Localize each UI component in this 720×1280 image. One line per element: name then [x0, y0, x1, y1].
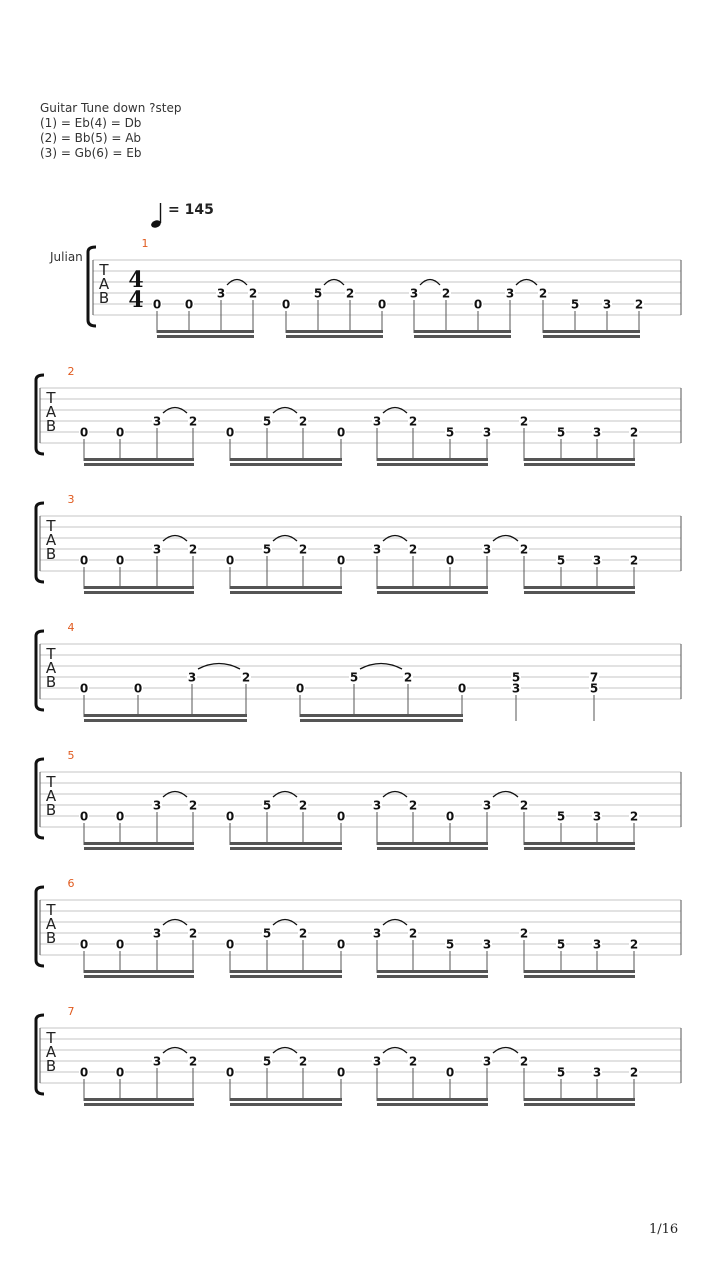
beam	[230, 1098, 342, 1101]
fret-number: 0	[336, 425, 346, 440]
beam	[84, 842, 194, 845]
tab-letter: A	[45, 787, 57, 805]
beam	[377, 463, 488, 466]
tab-letter: T	[46, 1029, 56, 1047]
beam	[230, 970, 342, 973]
fret-number: 0	[79, 809, 89, 824]
measure-number: 2	[67, 365, 75, 378]
beam	[524, 463, 635, 466]
fret-number: 0	[115, 809, 125, 824]
fret-number: 0	[445, 809, 455, 824]
fret-number: 0	[115, 553, 125, 568]
fret-number: 5	[570, 297, 580, 312]
tuning-title: Guitar Tune down ?step	[40, 101, 182, 115]
fret-number: 3	[409, 286, 419, 301]
fret-number: 2	[345, 286, 355, 301]
beam	[543, 330, 640, 333]
fret-number: 3	[592, 809, 602, 824]
tab-letter: B	[45, 673, 57, 691]
fret-number: 2	[188, 926, 198, 941]
beam	[524, 1098, 635, 1101]
fret-number: 3	[216, 286, 226, 301]
beam	[230, 463, 342, 466]
fret-number: 0	[115, 1065, 125, 1080]
fret-number: 3	[152, 414, 162, 429]
measure-number: 5	[67, 749, 75, 762]
fret-number: 0	[79, 681, 89, 696]
fret-number: 2	[519, 798, 529, 813]
fret-number: 0	[115, 937, 125, 952]
beam	[84, 714, 247, 717]
fret-number: 5	[556, 553, 566, 568]
beam	[300, 719, 463, 722]
fret-number: 0	[336, 809, 346, 824]
beam	[84, 1103, 194, 1106]
beam	[524, 458, 635, 461]
beam	[524, 591, 635, 594]
fret-number: 3	[592, 553, 602, 568]
fret-number: 5	[262, 542, 272, 557]
beam	[84, 458, 194, 461]
fret-number: 2	[298, 414, 308, 429]
fret-number: 3	[602, 297, 612, 312]
beam	[524, 970, 635, 973]
beam	[543, 335, 640, 338]
tab-letter: B	[45, 417, 57, 435]
fret-number: 2	[629, 1065, 639, 1080]
fret-number: 0	[225, 553, 235, 568]
fret-number: 0	[295, 681, 305, 696]
fret-number: 3	[482, 1054, 492, 1069]
fret-number: 2	[519, 1054, 529, 1069]
tab-letter: A	[98, 275, 110, 293]
fret-number: 0	[445, 553, 455, 568]
time-signature-top: 4	[128, 267, 144, 293]
beam	[377, 1098, 488, 1101]
tab-letter: A	[45, 1043, 57, 1061]
beam	[230, 586, 342, 589]
fret-number: 3	[372, 1054, 382, 1069]
tab-letter: B	[45, 801, 57, 819]
fret-number: 2	[629, 425, 639, 440]
fret-number: 3	[592, 1065, 602, 1080]
fret-number: 3	[592, 937, 602, 952]
measure-number: 1	[141, 237, 149, 250]
tuning-line: (1) = Eb(4) = Db	[40, 116, 142, 130]
fret-number: 0	[336, 937, 346, 952]
fret-number: 3	[152, 926, 162, 941]
beam	[84, 591, 194, 594]
tab-letter: A	[45, 403, 57, 421]
fret-number: 0	[79, 425, 89, 440]
tab-letter: T	[46, 389, 56, 407]
fret-number: 5	[556, 937, 566, 952]
beam	[84, 847, 194, 850]
fret-number: 2	[241, 670, 251, 685]
beam	[524, 586, 635, 589]
fret-number: 3	[482, 542, 492, 557]
fret-number: 0	[152, 297, 162, 312]
tab-letter: A	[45, 659, 57, 677]
fret-number: 3	[592, 425, 602, 440]
fret-number: 7	[589, 670, 599, 685]
beam	[84, 1098, 194, 1101]
beam	[157, 335, 254, 338]
tab-letter: A	[45, 915, 57, 933]
fret-number: 2	[408, 798, 418, 813]
beam	[84, 463, 194, 466]
fret-number: 3	[152, 798, 162, 813]
fret-number: 2	[298, 1054, 308, 1069]
fret-number: 0	[79, 553, 89, 568]
fret-number: 5	[445, 937, 455, 952]
tab-letter: B	[45, 929, 57, 947]
beam	[377, 842, 488, 845]
fret-number: 2	[441, 286, 451, 301]
fret-number: 0	[473, 297, 483, 312]
fret-number: 0	[457, 681, 467, 696]
tab-letter: T	[46, 901, 56, 919]
fret-number: 2	[629, 553, 639, 568]
page-number: 1/16	[649, 1222, 679, 1237]
fret-number: 0	[225, 937, 235, 952]
fret-number: 5	[556, 1065, 566, 1080]
fret-number: 0	[336, 553, 346, 568]
fret-number: 2	[188, 798, 198, 813]
beam	[230, 458, 342, 461]
fret-number: 2	[634, 297, 644, 312]
beam	[524, 975, 635, 978]
beam	[230, 842, 342, 845]
beam	[524, 847, 635, 850]
fret-number: 5	[349, 670, 359, 685]
fret-number: 2	[188, 414, 198, 429]
tuning-line: (2) = Bb(5) = Ab	[40, 131, 142, 145]
fret-number: 0	[133, 681, 143, 696]
tab-letter: T	[99, 261, 109, 279]
time-signature-bottom: 4	[128, 287, 144, 313]
tab-letter: A	[45, 531, 57, 549]
fret-number: 0	[115, 425, 125, 440]
fret-number: 5	[262, 798, 272, 813]
beam	[414, 335, 511, 338]
track-name: Julian	[50, 250, 83, 264]
fret-number: 2	[248, 286, 258, 301]
beam	[230, 975, 342, 978]
tab-letter: B	[98, 289, 110, 307]
beam	[377, 975, 488, 978]
tab-letter: B	[45, 1057, 57, 1075]
tab-letter: B	[45, 545, 57, 563]
fret-number: 5	[556, 809, 566, 824]
fret-number: 2	[538, 286, 548, 301]
beam	[84, 586, 194, 589]
beam	[377, 458, 488, 461]
beam	[84, 970, 194, 973]
fret-number: 2	[408, 1054, 418, 1069]
fret-number: 2	[629, 809, 639, 824]
tab-letter: T	[46, 773, 56, 791]
measure-number: 3	[67, 493, 75, 506]
fret-number: 5	[262, 414, 272, 429]
fret-number: 3	[482, 798, 492, 813]
fret-number: 3	[372, 542, 382, 557]
fret-number: 2	[408, 414, 418, 429]
fret-number: 3	[152, 1054, 162, 1069]
fret-number: 0	[79, 1065, 89, 1080]
fret-number: 3	[505, 286, 515, 301]
fret-number: 0	[445, 1065, 455, 1080]
fret-number: 2	[408, 926, 418, 941]
tab-letter: T	[46, 517, 56, 535]
beam	[286, 330, 383, 333]
fret-number: 2	[408, 542, 418, 557]
fret-number: 2	[519, 926, 529, 941]
fret-number: 0	[336, 1065, 346, 1080]
beam	[524, 842, 635, 845]
beam	[377, 591, 488, 594]
fret-number: 3	[187, 670, 197, 685]
fret-number: 2	[519, 414, 529, 429]
fret-number: 0	[79, 937, 89, 952]
fret-number: 0	[225, 809, 235, 824]
fret-number: 2	[403, 670, 413, 685]
fret-number: 0	[225, 1065, 235, 1080]
tempo-value: = 145	[168, 202, 214, 218]
fret-number: 3	[482, 425, 492, 440]
fret-number: 3	[152, 542, 162, 557]
beam	[300, 714, 463, 717]
fret-number: 5	[556, 425, 566, 440]
fret-number: 5	[262, 926, 272, 941]
beam	[157, 330, 254, 333]
beam	[84, 975, 194, 978]
fret-number: 0	[377, 297, 387, 312]
tab-letter: T	[46, 645, 56, 663]
fret-number: 5	[589, 681, 599, 696]
fret-number: 2	[188, 1054, 198, 1069]
fret-number: 5	[445, 425, 455, 440]
fret-number: 5	[313, 286, 323, 301]
fret-number: 3	[511, 681, 521, 696]
fret-number: 2	[298, 542, 308, 557]
beam	[286, 335, 383, 338]
fret-number: 5	[511, 670, 521, 685]
beam	[377, 1103, 488, 1106]
fret-number: 3	[372, 414, 382, 429]
beam	[377, 847, 488, 850]
beam	[230, 591, 342, 594]
measure-number: 7	[67, 1005, 75, 1018]
fret-number: 3	[482, 937, 492, 952]
fret-number: 3	[372, 798, 382, 813]
measure-number: 4	[67, 621, 75, 634]
fret-number: 3	[372, 926, 382, 941]
beam	[230, 1103, 342, 1106]
fret-number: 0	[225, 425, 235, 440]
beam	[230, 847, 342, 850]
beam	[84, 719, 247, 722]
beam	[377, 970, 488, 973]
beam	[414, 330, 511, 333]
measure-number: 6	[67, 877, 75, 890]
beam	[377, 586, 488, 589]
fret-number: 2	[298, 926, 308, 941]
beam	[524, 1103, 635, 1106]
fret-number: 2	[298, 798, 308, 813]
fret-number: 5	[262, 1054, 272, 1069]
system-bracket	[88, 247, 96, 326]
fret-number: 2	[188, 542, 198, 557]
tuning-line: (3) = Gb(6) = Eb	[40, 146, 142, 160]
fret-number: 2	[629, 937, 639, 952]
fret-number: 0	[281, 297, 291, 312]
fret-number: 0	[184, 297, 194, 312]
fret-number: 2	[519, 542, 529, 557]
